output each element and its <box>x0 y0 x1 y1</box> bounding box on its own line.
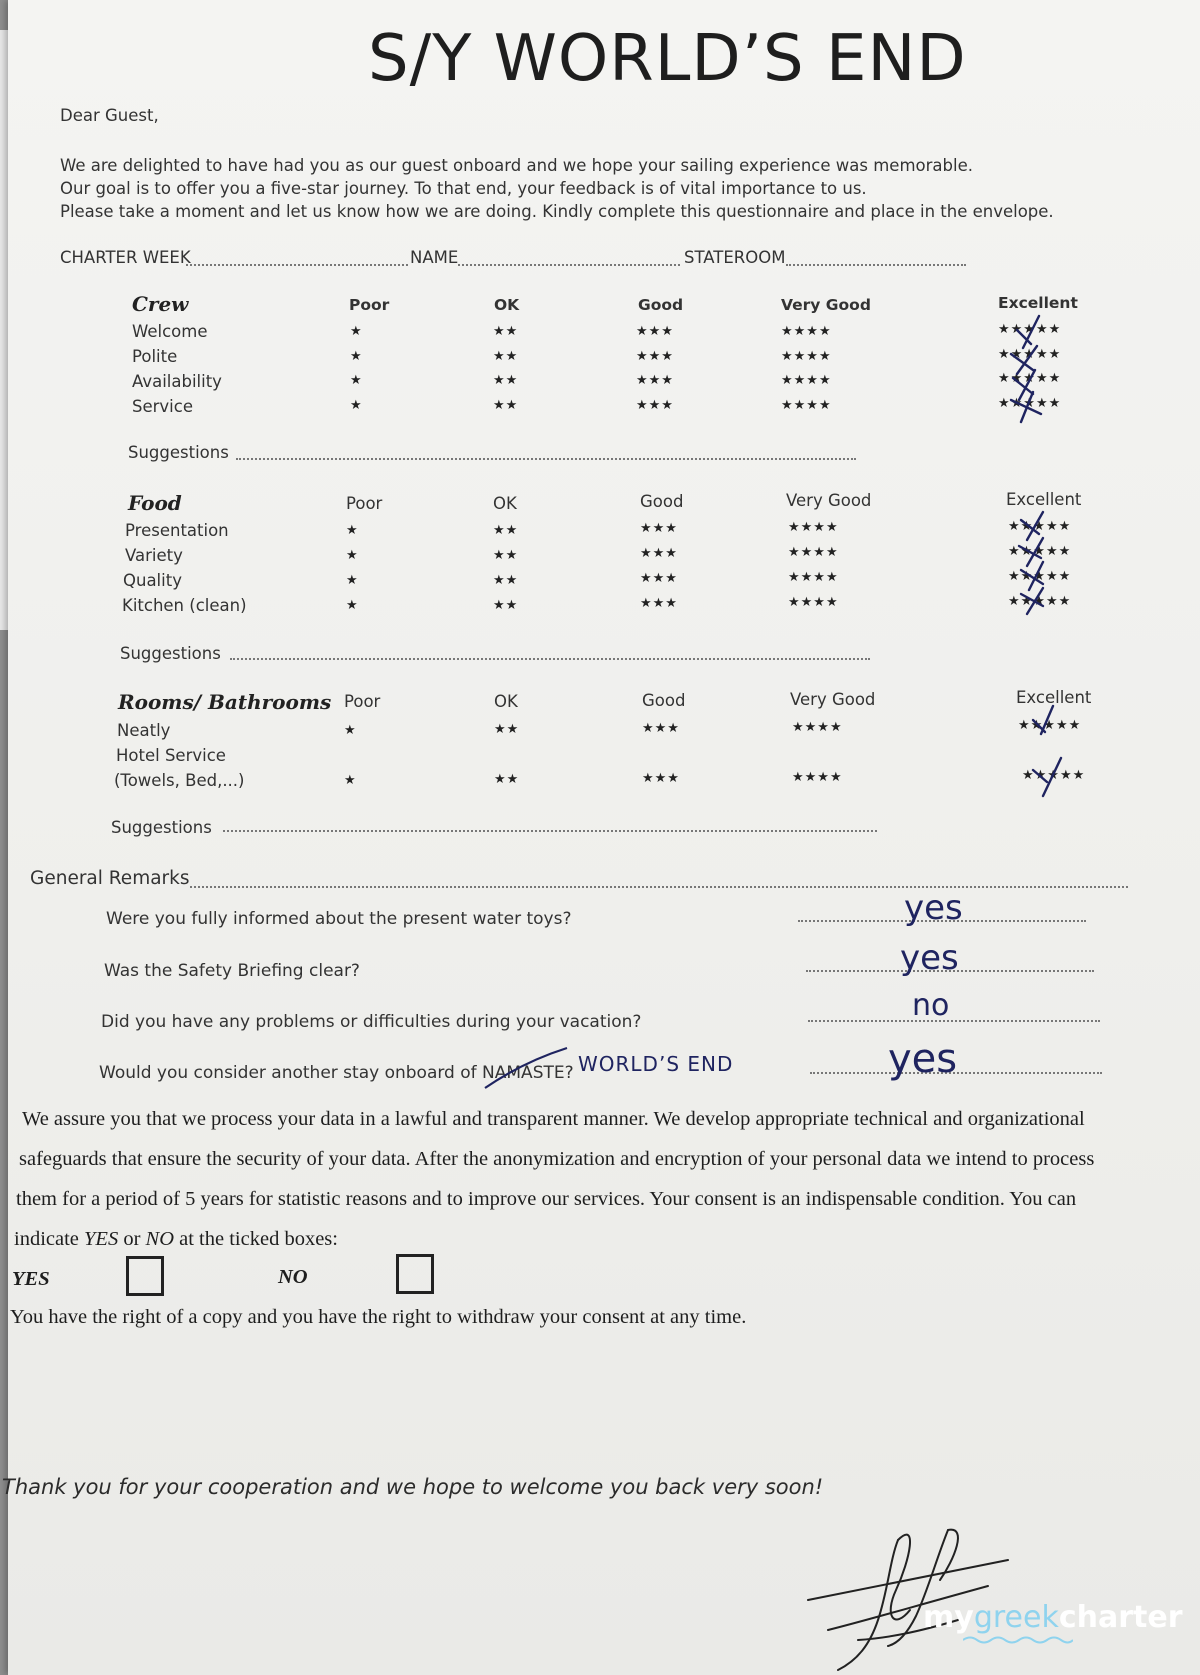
consent-no-label: NO <box>278 1266 308 1288</box>
crew-item-availability: Availability <box>132 372 222 391</box>
crew-excellent-checkmarks <box>1003 308 1073 428</box>
crew-suggestions-field[interactable] <box>236 458 856 460</box>
crew-item-welcome: Welcome <box>132 322 208 341</box>
food-suggestions-label: Suggestions <box>120 644 221 663</box>
answer-safety-briefing: yes <box>900 938 959 978</box>
rooms-suggestions-field[interactable] <box>223 830 877 832</box>
food-variety-excellent-stars[interactable]: ★★★★★ <box>1008 544 1072 559</box>
food-quality-excellent-stars[interactable]: ★★★★★ <box>1008 569 1072 584</box>
rooms-excellent-checkmarks <box>1022 700 1086 800</box>
watermark-part-charter: charter <box>1058 1600 1183 1635</box>
consent-line-3: them for a period of 5 years for statistic reasons and to improve our services. Your consent is an indispensable condition. You can <box>16 1188 1077 1210</box>
food-col-ok: OK <box>493 494 517 513</box>
rooms-col-excellent: Excellent <box>1016 688 1092 707</box>
check-mark-kitchen <box>1021 588 1043 614</box>
crew-col-good: Good <box>638 296 684 314</box>
check-mark-welcome <box>1017 316 1039 348</box>
crew-item-service: Service <box>132 397 193 416</box>
food-variety-good-stars[interactable]: ★★★ <box>640 546 678 561</box>
food-item-variety: Variety <box>125 546 183 565</box>
crew-item-polite: Polite <box>132 347 178 366</box>
crew-polite-very-good-stars[interactable]: ★★★★ <box>781 349 832 364</box>
consent-indicate-text: indicate <box>14 1228 79 1250</box>
rooms-neatly-good-stars[interactable]: ★★★ <box>642 721 680 736</box>
crew-service-good-stars[interactable]: ★★★ <box>636 398 674 413</box>
rooms-section-title: Rooms/ Bathrooms <box>118 690 332 714</box>
crew-col-excellent: Excellent <box>998 294 1078 312</box>
food-quality-good-stars[interactable]: ★★★ <box>640 571 678 586</box>
general-remarks-label: General Remarks <box>30 868 190 889</box>
question-another-stay-text: Would you consider another stay onboard of <box>99 1063 477 1083</box>
consent-yes-label: YES <box>12 1268 50 1290</box>
food-presentation-very-good-stars[interactable]: ★★★★ <box>788 520 839 535</box>
crossed-boat-name: NAMASTE? <box>482 1063 574 1083</box>
crew-availability-very-good-stars[interactable]: ★★★★ <box>781 373 832 388</box>
crew-service-ok-stars[interactable]: ★★ <box>493 398 519 413</box>
food-variety-ok-stars[interactable]: ★★ <box>493 548 519 563</box>
name-field[interactable] <box>458 264 680 266</box>
question-safety-briefing: Was the Safety Briefing clear? <box>104 961 360 981</box>
stateroom-field[interactable] <box>786 264 966 266</box>
rooms-neatly-excellent-stars[interactable]: ★★★★★ <box>1018 718 1082 733</box>
check-mark-presentation <box>1021 512 1043 540</box>
crew-suggestions-label: Suggestions <box>128 443 229 462</box>
handwritten-correction-boat-name: WORLD’S END <box>578 1052 734 1076</box>
food-kitchen-ok-stars[interactable]: ★★ <box>493 598 519 613</box>
food-item-quality: Quality <box>123 571 182 590</box>
consent-yes-checkbox[interactable] <box>126 1256 164 1296</box>
crew-col-poor: Poor <box>349 296 390 314</box>
rooms-col-poor: Poor <box>344 692 381 711</box>
food-kitchen-good-stars[interactable]: ★★★ <box>640 596 678 611</box>
rooms-hotel-good-stars[interactable]: ★★★ <box>642 771 680 786</box>
food-kitchen-poor-stars[interactable]: ★ <box>346 598 359 613</box>
watermark-part-greek: greek <box>973 1600 1059 1635</box>
answer-water-toys: yes <box>904 888 963 928</box>
question-water-toys: Were you fully informed about the present water toys? <box>106 909 572 929</box>
rooms-suggestions-label: Suggestions <box>111 818 212 837</box>
rooms-item-towels-bed: (Towels, Bed,...) <box>114 771 245 790</box>
crew-col-very-good: Very Good <box>781 296 871 314</box>
food-presentation-excellent-stars[interactable]: ★★★★★ <box>1008 519 1072 534</box>
food-quality-ok-stars[interactable]: ★★ <box>493 573 519 588</box>
thank-you-message: Thank you for your cooperation and we hope to welcome you back very soon! <box>2 1475 824 1499</box>
general-remarks-field[interactable] <box>190 886 1128 888</box>
crew-availability-good-stars[interactable]: ★★★ <box>636 373 674 388</box>
consent-yes-inline: YES <box>84 1228 119 1250</box>
rooms-item-neatly: Neatly <box>117 721 171 740</box>
page-title: S/Y WORLD’S END <box>368 22 967 96</box>
rooms-col-ok: OK <box>494 692 518 711</box>
check-mark-polite <box>1011 346 1037 374</box>
crew-polite-poor-stars[interactable]: ★ <box>350 349 363 364</box>
food-variety-very-good-stars[interactable]: ★★★★ <box>788 545 839 560</box>
greeting: Dear Guest, <box>60 106 159 125</box>
intro-line-1: We are delighted to have had you as our guest onboard and we hope your sailing experience was memorable. <box>60 156 973 175</box>
crew-availability-poor-stars[interactable]: ★ <box>350 373 363 388</box>
food-item-presentation: Presentation <box>125 521 229 540</box>
rooms-hotel-ok-stars[interactable]: ★★ <box>494 772 520 787</box>
answer-line-problems[interactable] <box>808 1020 1100 1022</box>
food-col-very-good: Very Good <box>786 491 872 510</box>
rooms-col-very-good: Very Good <box>790 690 876 709</box>
crew-service-poor-stars[interactable]: ★ <box>350 398 363 413</box>
food-presentation-good-stars[interactable]: ★★★ <box>640 521 678 536</box>
rooms-col-good: Good <box>642 691 686 710</box>
check-mark-service <box>1011 392 1041 422</box>
signature <box>798 1520 1028 1675</box>
crew-service-excellent-stars[interactable]: ★★★★★ <box>998 396 1062 411</box>
strike-through-mark <box>483 1042 573 1092</box>
crew-col-ok: OK <box>494 296 520 314</box>
intro-line-2: Our goal is to offer you a five-star journey. To that end, your feedback is of vital importance to us. <box>60 179 867 198</box>
crew-polite-excellent-stars[interactable]: ★★★★★ <box>998 347 1062 362</box>
food-presentation-ok-stars[interactable]: ★★ <box>493 523 519 538</box>
crew-welcome-poor-stars[interactable]: ★ <box>350 324 363 339</box>
check-mark-variety <box>1019 538 1043 566</box>
crew-welcome-excellent-stars[interactable]: ★★★★★ <box>998 322 1062 337</box>
consent-line-2: safeguards that ensure the security of your data. After the anonymization and encryption of your personal data we intend to process <box>19 1148 1095 1170</box>
rooms-hotel-excellent-stars[interactable]: ★★★★★ <box>1022 768 1086 783</box>
rooms-hotel-very-good-stars[interactable]: ★★★★ <box>792 770 843 785</box>
food-col-poor: Poor <box>346 494 383 513</box>
food-col-excellent: Excellent <box>1006 490 1082 509</box>
rooms-hotel-poor-stars[interactable]: ★ <box>344 773 357 788</box>
food-quality-poor-stars[interactable]: ★ <box>346 573 359 588</box>
consent-no-inline: NO <box>145 1228 175 1250</box>
crew-welcome-good-stars[interactable]: ★★★ <box>636 324 674 339</box>
food-suggestions-field[interactable] <box>230 658 870 660</box>
watermark-logo <box>923 1600 1183 1635</box>
consent-ticked-text: at the ticked boxes: <box>179 1228 338 1250</box>
food-excellent-checkmarks <box>1013 508 1073 618</box>
crew-availability-ok-stars[interactable]: ★★ <box>493 373 519 388</box>
food-quality-very-good-stars[interactable]: ★★★★ <box>788 570 839 585</box>
crew-welcome-very-good-stars[interactable]: ★★★★ <box>781 324 832 339</box>
rooms-neatly-ok-stars[interactable]: ★★ <box>494 722 520 737</box>
crew-section-title: Crew <box>132 292 189 316</box>
crew-welcome-ok-stars[interactable]: ★★ <box>493 324 519 339</box>
rooms-neatly-very-good-stars[interactable]: ★★★★ <box>792 720 843 735</box>
crew-availability-excellent-stars[interactable]: ★★★★★ <box>998 371 1062 386</box>
food-section-title: Food <box>128 491 182 515</box>
food-item-kitchen: Kitchen (clean) <box>122 596 247 615</box>
check-mark-neatly <box>1033 706 1053 734</box>
food-kitchen-very-good-stars[interactable]: ★★★★ <box>788 595 839 610</box>
charter-week-label: CHARTER WEEK <box>60 248 191 267</box>
watermark-wave-icon <box>963 1635 1073 1645</box>
food-variety-poor-stars[interactable]: ★ <box>346 548 359 563</box>
intro-line-3: Please take a moment and let us know how we are doing. Kindly complete this questionnaire and place in the envelope. <box>60 202 1054 221</box>
questionnaire-page <box>2 0 1200 1675</box>
question-problems: Did you have any problems or difficulties during your vacation? <box>101 1012 642 1032</box>
answer-problems: no <box>912 988 950 1023</box>
watermark-part-my: my <box>923 1600 974 1635</box>
food-kitchen-excellent-stars[interactable]: ★★★★★ <box>1008 594 1072 609</box>
consent-no-checkbox[interactable] <box>396 1254 434 1294</box>
check-mark-quality <box>1021 562 1043 590</box>
answer-another-stay: yes <box>888 1036 958 1082</box>
crew-polite-good-stars[interactable]: ★★★ <box>636 349 674 364</box>
name-label: NAME <box>410 248 459 267</box>
consent-or-text: or <box>123 1228 141 1250</box>
rooms-item-hotel-service: Hotel Service <box>116 746 226 765</box>
check-mark-hotel-service <box>1033 758 1061 796</box>
crew-polite-ok-stars[interactable]: ★★ <box>493 349 519 364</box>
rooms-neatly-poor-stars[interactable]: ★ <box>344 723 357 738</box>
consent-rights-text: You have the right of a copy and you have the right to withdraw your consent at any time. <box>10 1306 747 1328</box>
stateroom-label: STATEROOM <box>684 248 786 267</box>
crew-service-very-good-stars[interactable]: ★★★★ <box>781 398 832 413</box>
consent-line-1: We assure you that we process your data in a lawful and transparent manner. We develop appropriate technical and organizational <box>22 1108 1085 1130</box>
food-presentation-poor-stars[interactable]: ★ <box>346 523 359 538</box>
charter-week-field[interactable] <box>186 264 408 266</box>
consent-line-4 <box>14 1228 338 1251</box>
food-col-good: Good <box>640 492 684 511</box>
